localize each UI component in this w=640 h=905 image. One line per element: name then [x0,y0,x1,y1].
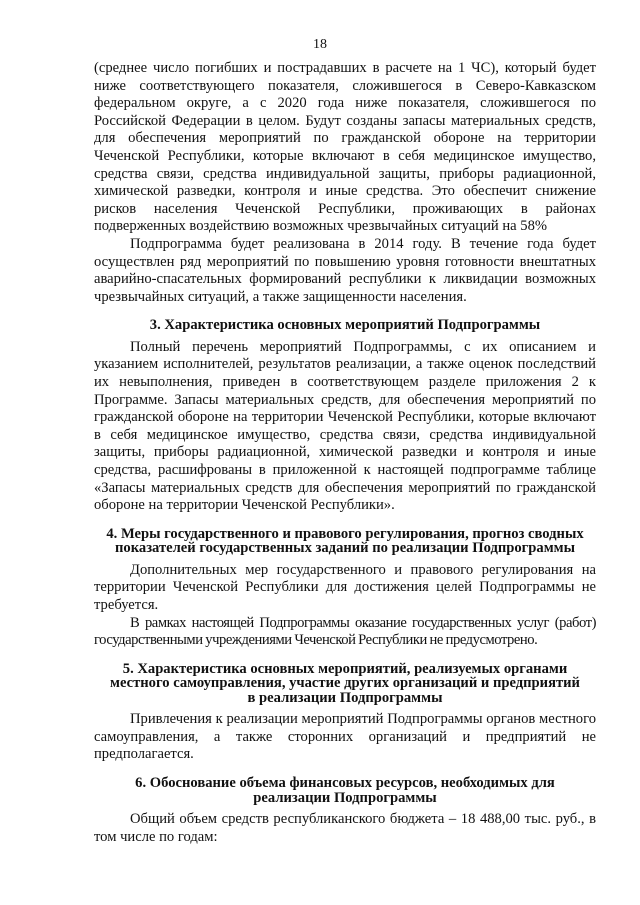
heading-section-5 [94,662,596,706]
heading-section-3: 3. Характеристика основных мероприятий Подпрограммы [149,317,541,334]
heading-section-6-line-1: 6. Обоснование объема финансовых ресурсов, необходимых для [135,775,555,791]
heading-section-4 [94,527,596,556]
page-number: 18 [313,37,327,52]
paragraph-local-government: Привлечения к реализации мероприятий Подпрограммы органов местного самоуправления, а также сторонних организаций и предприятий не предполагается. [94,711,596,763]
paragraph-total-budget: Общий объем средств республиканского бюджета – 18 488,00 тыс. руб., в том числе по годам: [94,811,596,845]
paragraph-implementation-period: Подпрограмма будет реализована в 2014 году. В течение года будет осуществлен ряд мероприятий по повышению уровня готовности внештатных аварийно-спасательных формирований республики к ликвидации возможных чрезвычайных ситуаций, а также защищенности населения. [94,235,596,305]
heading-section-4-line-2: показателей государственных заданий по реализации Подпрограммы [115,540,575,557]
paragraph-measures-list: Полный перечень мероприятий Подпрограммы, с их описанием и указанием исполнителей, результатов реализации, а также оценок последствий их невыполнения, приведен в соответствующем разделе приложения 2 к Программе. Запасы материальных средств, для обеспечения мероприятий по гражданской обороне на территории Чеченской Республики, которые включают в себя медицинское имущество, средства связи, средства индивидуальной защиты, приборы радиационной, химической разведки и контроля и иные средства, расшифрованы в приложенной к настоящей подпрограмме таблице «Запасы материальных средств для обеспечения мероприятий по гражданской обороне на территории Чеченской Республики». [94,338,596,514]
heading-section-6-line-2: реализации Подпрограммы [253,789,437,806]
page-content [94,60,596,846]
heading-section-4-line-1: 4. Меры государственного и правового регулирования, прогноз сводных [106,525,584,542]
heading-section-5-line-3: в реализации Подпрограммы [247,689,443,706]
paragraph-state-services: В рамках настоящей Подпрограммы оказание государственных услуг (работ) государственными учреждениями Чеченской Республики не предусмотрено. [94,614,596,649]
heading-section-6 [94,776,596,805]
heading-section-5-line-1: 5. Характеристика основных мероприятий, реализуемых органами [122,660,568,677]
paragraph-regulation: Дополнительных мер государственного и правового регулирования на территории Чеченской Республики для достижения целей Подпрограммы не требуется. [94,561,596,613]
paragraph-expected-results: (среднее число погибших и пострадавших в расчете на 1 ЧС), который будет ниже соответствующего показателя, сложившегося в Северо-Кавказском федеральном округе, а с 2020 года ниже показателя, сложившегося по Российской Федерации в целом. Будут созданы запасы материальных средств, для обеспечения мероприятий по гражданской обороне на территории Чеченской Республики, которые включают в себя медицинское имущество, средства связи, средства индивидуальной защиты, приборы радиационной, химической разведки, контроля и иные средства. Это обеспечит снижение рисков населения Чеченской Республики, проживающих в районах подверженных воздействию возможных чрезвычайных ситуаций на 58% [94,60,596,235]
heading-section-5-line-2: местного самоуправления, участие других организаций и предприятий [110,675,580,692]
